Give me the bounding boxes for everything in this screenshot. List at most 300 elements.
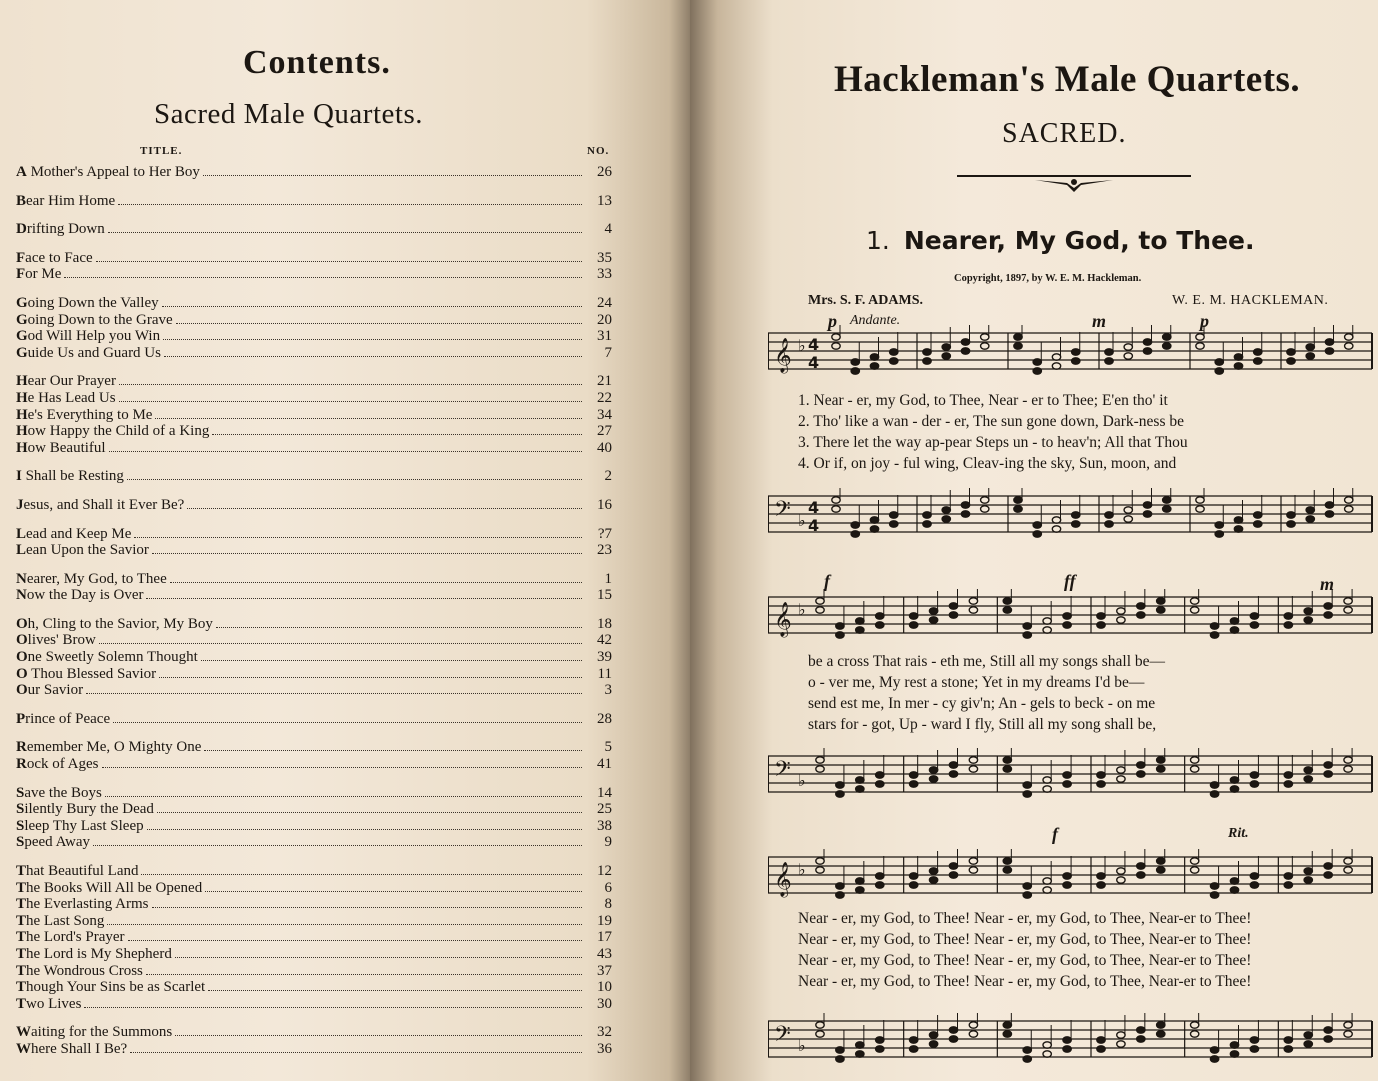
note-head xyxy=(1254,512,1262,518)
note-head xyxy=(1163,343,1171,349)
contents-entry xyxy=(16,739,612,756)
note-head xyxy=(1324,771,1332,777)
note-head xyxy=(1097,772,1105,778)
note-head xyxy=(942,344,950,350)
entry-number: 15 xyxy=(597,587,612,604)
note-head xyxy=(1344,858,1352,864)
dynamic-marking: p xyxy=(828,311,837,331)
dot-leader xyxy=(216,627,582,628)
note-head xyxy=(1210,623,1218,629)
note-head xyxy=(1105,349,1113,355)
note-head xyxy=(1210,632,1218,638)
note-head xyxy=(1254,521,1262,527)
note-head xyxy=(832,497,840,503)
note-head xyxy=(1097,882,1105,888)
entry-number: 19 xyxy=(597,912,612,929)
contents-group xyxy=(16,739,612,772)
entry-number: 8 xyxy=(604,896,612,913)
dot-leader xyxy=(159,677,582,678)
dot-leader xyxy=(208,990,582,991)
contents-entry xyxy=(16,328,612,345)
note-head xyxy=(961,339,969,345)
note-head xyxy=(1196,334,1204,340)
note-head xyxy=(1043,887,1051,893)
bass-staff-system-1 xyxy=(768,486,1378,556)
note-head xyxy=(856,887,864,893)
contents-group xyxy=(16,193,612,210)
note-head xyxy=(1117,617,1125,623)
note-head xyxy=(923,521,931,527)
dynamic-marking: m xyxy=(1320,574,1335,594)
verse-line: 4. Or if, on joy - ful wing, Cleav-ing the sky, Sun, moon, and xyxy=(798,455,1177,472)
verse-line: 1. Near - er, my God, to Thee, Near - er to Thee; E'en tho' it xyxy=(798,392,1168,409)
note-head xyxy=(1284,772,1292,778)
verse-line: send est me, In mer - cy giv'n; An - gels to beck - on me xyxy=(808,695,1156,712)
note-head xyxy=(870,526,878,532)
note-head xyxy=(969,1022,977,1028)
note-head xyxy=(1196,497,1204,503)
contents-entry xyxy=(16,1041,612,1058)
treble-clef-icon: 𝄞 xyxy=(774,862,792,897)
entry-number: 17 xyxy=(597,929,612,946)
entry-title: Now the Day is Over xyxy=(16,587,144,604)
note-head xyxy=(969,867,977,873)
note-head xyxy=(816,607,824,613)
contents-group xyxy=(16,785,612,851)
flat-sign-icon: ♭ xyxy=(798,511,806,530)
note-head xyxy=(1163,334,1171,340)
note-head xyxy=(1023,1056,1031,1062)
contents-entry xyxy=(16,996,612,1013)
note-head xyxy=(1063,1037,1071,1043)
treble-staff-system-3 xyxy=(768,847,1378,917)
entry-number: 9 xyxy=(604,834,612,851)
note-head xyxy=(856,878,864,884)
entry-title: Sleep Thy Last Sleep xyxy=(16,817,144,834)
note-head xyxy=(836,1056,844,1062)
note-head xyxy=(1063,781,1071,787)
note-head xyxy=(1117,868,1125,874)
note-head xyxy=(969,757,977,763)
note-head xyxy=(1137,1036,1145,1042)
note-head xyxy=(1304,767,1312,773)
note-head xyxy=(949,863,957,869)
note-head xyxy=(1157,1031,1165,1037)
note-head xyxy=(969,607,977,613)
contents-entry xyxy=(16,963,612,980)
contents-entry xyxy=(16,542,612,559)
entry-number: 25 xyxy=(597,801,612,818)
bass-clef-icon: 𝄢 xyxy=(774,757,791,787)
note-head xyxy=(890,521,898,527)
dot-leader xyxy=(204,750,582,751)
note-head xyxy=(1254,358,1262,364)
note-head xyxy=(1157,598,1165,604)
entry-number: 21 xyxy=(597,373,612,390)
contents-entry xyxy=(16,834,612,851)
note-head xyxy=(1304,1032,1312,1038)
note-head xyxy=(909,613,917,619)
note-head xyxy=(1014,506,1022,512)
note-head xyxy=(1033,522,1041,528)
note-head xyxy=(1284,613,1292,619)
contents-entry xyxy=(16,312,612,329)
note-head xyxy=(1324,612,1332,618)
note-head xyxy=(1324,863,1332,869)
note-head xyxy=(1033,531,1041,537)
entry-number: 13 xyxy=(597,192,612,209)
dot-leader xyxy=(146,974,582,975)
entry-number: 23 xyxy=(597,542,612,559)
entry-title: A Mother's Appeal to Her Boy xyxy=(16,164,200,180)
note-head xyxy=(1014,334,1022,340)
note-head xyxy=(1230,627,1238,633)
note-head xyxy=(1190,607,1198,613)
time-signature: 4 xyxy=(808,498,820,517)
contents-entry xyxy=(16,221,612,238)
contents-entry xyxy=(16,711,612,728)
contents-entry xyxy=(16,193,612,210)
dot-leader xyxy=(175,1035,582,1036)
note-head xyxy=(1137,762,1145,768)
entry-title: Remember Me, O Mighty One xyxy=(16,739,202,756)
note-head xyxy=(969,858,977,864)
entry-number: 1 xyxy=(604,570,612,587)
note-head xyxy=(1324,762,1332,768)
note-head xyxy=(1097,613,1105,619)
dot-leader xyxy=(107,924,582,925)
note-head xyxy=(856,627,864,633)
entry-number: 26 xyxy=(597,164,612,180)
note-head xyxy=(1345,497,1353,503)
bass-staff-system-3 xyxy=(768,1011,1378,1081)
note-head xyxy=(1157,858,1165,864)
note-head xyxy=(1003,1022,1011,1028)
note-head xyxy=(1014,343,1022,349)
note-head xyxy=(890,358,898,364)
dot-leader xyxy=(205,891,582,892)
entry-number: 4 xyxy=(604,221,612,238)
note-head xyxy=(836,791,844,797)
entry-title: Lead and Keep Me xyxy=(16,525,132,542)
contents-entry xyxy=(16,818,612,835)
contents-entry xyxy=(16,423,612,440)
note-head xyxy=(1052,354,1060,360)
entry-title: Rock of Ages xyxy=(16,756,99,773)
note-head xyxy=(876,873,884,879)
note-head xyxy=(832,343,840,349)
title-column-header: TITLE. xyxy=(140,145,183,157)
note-head xyxy=(870,517,878,523)
note-head xyxy=(1003,867,1011,873)
note-head xyxy=(1306,344,1314,350)
note-head xyxy=(816,598,824,604)
note-head xyxy=(1324,1036,1332,1042)
contents-entry xyxy=(16,345,612,362)
note-head xyxy=(981,506,989,512)
dot-leader xyxy=(147,829,582,830)
note-head xyxy=(856,777,864,783)
entry-number: 16 xyxy=(597,496,612,513)
contents-group xyxy=(16,526,612,559)
note-head xyxy=(1345,343,1353,349)
note-head xyxy=(1196,343,1204,349)
song-title: Nearer, My God, to Thee. xyxy=(903,226,1255,255)
dot-leader xyxy=(212,434,582,435)
contents-group xyxy=(16,497,612,514)
dot-leader xyxy=(105,796,582,797)
verse-line: Near - er, my God, to Thee! Near - er, my God, to Thee, Near-er to Thee! xyxy=(798,910,1252,927)
entry-title: Oh, Cling to the Savior, My Boy xyxy=(16,615,213,632)
entry-title: He's Everything to Me xyxy=(16,406,153,423)
contents-entry xyxy=(16,250,612,267)
note-head xyxy=(1003,858,1011,864)
note-head xyxy=(1097,1037,1105,1043)
note-head xyxy=(836,892,844,898)
note-head xyxy=(1230,1051,1238,1057)
note-head xyxy=(929,868,937,874)
lyricist-credit: Mrs. S. F. ADAMS. xyxy=(808,293,923,308)
note-head xyxy=(949,1027,957,1033)
entry-number: 33 xyxy=(597,266,612,283)
contents-group xyxy=(16,373,612,456)
note-head xyxy=(1345,506,1353,512)
entry-number: 38 xyxy=(597,817,612,834)
note-head xyxy=(1234,517,1242,523)
note-head xyxy=(851,359,859,365)
note-head xyxy=(1287,349,1295,355)
contents-group xyxy=(16,863,612,1012)
contents-entry xyxy=(16,801,612,818)
dot-leader xyxy=(99,643,582,644)
entry-number: 41 xyxy=(597,756,612,773)
dot-leader xyxy=(108,232,582,233)
dot-leader xyxy=(152,907,583,908)
note-head xyxy=(856,1042,864,1048)
note-head xyxy=(1137,1027,1145,1033)
dot-leader xyxy=(127,479,582,480)
entry-title: Bear Him Home xyxy=(16,192,116,209)
entry-number: 43 xyxy=(597,945,612,962)
dynamic-marking: m xyxy=(1092,311,1107,331)
note-head xyxy=(816,757,824,763)
note-head xyxy=(1063,622,1071,628)
note-head xyxy=(909,1037,917,1043)
dynamic-marking: f xyxy=(1052,824,1058,844)
note-head xyxy=(1190,757,1198,763)
note-head xyxy=(876,1046,884,1052)
note-head xyxy=(1003,598,1011,604)
contents-group xyxy=(16,616,612,699)
entry-number: 14 xyxy=(597,784,612,801)
note-head xyxy=(942,516,950,522)
entry-title: Where Shall I Be? xyxy=(16,1040,128,1057)
dot-leader xyxy=(102,767,583,768)
note-head xyxy=(909,873,917,879)
note-head xyxy=(981,343,989,349)
entry-title: How Happy the Child of a King xyxy=(16,423,210,440)
contents-group xyxy=(16,711,612,728)
note-head xyxy=(1124,353,1132,359)
note-head xyxy=(929,608,937,614)
bass-staff-system-2 xyxy=(768,746,1378,816)
note-head xyxy=(1105,358,1113,364)
note-head xyxy=(851,531,859,537)
entry-number: 24 xyxy=(597,294,612,311)
contents-entry xyxy=(16,1024,612,1041)
dot-leader xyxy=(175,957,582,958)
note-head xyxy=(961,348,969,354)
contents-entry xyxy=(16,440,612,457)
note-head xyxy=(851,368,859,374)
entry-title: O Thou Blessed Savior xyxy=(16,665,157,682)
verse-line: 3. There let the way ap-pear Steps un - to heav'n; All that Thou xyxy=(798,434,1188,451)
note-head xyxy=(1215,531,1223,537)
note-head xyxy=(1304,617,1312,623)
contents-group xyxy=(16,164,612,181)
contents-entry xyxy=(16,632,612,649)
note-head xyxy=(1117,877,1125,883)
note-head xyxy=(1344,1022,1352,1028)
contents-entry xyxy=(16,913,612,930)
note-head xyxy=(1250,622,1258,628)
composer-credit: W. E. M. HACKLEMAN. xyxy=(1172,293,1329,308)
note-head xyxy=(1043,777,1051,783)
note-head xyxy=(1306,507,1314,513)
note-head xyxy=(1325,348,1333,354)
contents-group xyxy=(16,221,612,238)
flat-sign-icon: ♭ xyxy=(798,771,806,790)
note-head xyxy=(1117,1041,1125,1047)
contents-group xyxy=(16,1024,612,1057)
note-head xyxy=(1250,873,1258,879)
contents-entry xyxy=(16,863,612,880)
entry-title: Lean Upon the Savior xyxy=(16,542,149,559)
note-head xyxy=(1304,877,1312,883)
contents-entry xyxy=(16,929,612,946)
entry-number: 20 xyxy=(597,311,612,328)
bass-clef-icon: 𝄢 xyxy=(774,1022,791,1052)
contents-entry xyxy=(16,390,612,407)
dot-leader xyxy=(109,451,582,452)
note-head xyxy=(1072,512,1080,518)
note-head xyxy=(890,349,898,355)
note-head xyxy=(1143,339,1151,345)
note-head xyxy=(836,1047,844,1053)
entry-title: How Beautiful xyxy=(16,439,106,456)
entry-title: Though Your Sins be as Scarlet xyxy=(16,979,206,996)
note-head xyxy=(1284,1046,1292,1052)
dot-leader xyxy=(64,277,582,278)
note-head xyxy=(1117,776,1125,782)
note-head xyxy=(1023,892,1031,898)
note-head xyxy=(1344,607,1352,613)
dot-leader xyxy=(113,722,582,723)
entry-number: 37 xyxy=(597,962,612,979)
time-signature: 4 xyxy=(808,353,820,372)
contents-group xyxy=(16,571,612,604)
system-2-lyrics xyxy=(808,651,1165,735)
entry-number: 39 xyxy=(597,649,612,666)
entry-title: Guide Us and Guard Us xyxy=(16,344,161,361)
note-head xyxy=(1254,349,1262,355)
note-head xyxy=(836,883,844,889)
entry-number: 27 xyxy=(597,423,612,440)
note-head xyxy=(1344,1031,1352,1037)
dot-leader xyxy=(163,339,582,340)
note-head xyxy=(1097,873,1105,879)
note-head xyxy=(1190,858,1198,864)
book-title: Hackleman's Male Quartets. xyxy=(834,59,1301,100)
note-head xyxy=(1043,618,1051,624)
contents-subtitle: Sacred Male Quartets. xyxy=(154,98,423,130)
note-head xyxy=(1063,613,1071,619)
dot-leader xyxy=(157,812,582,813)
verse-line: Near - er, my God, to Thee! Near - er, my God, to Thee, Near-er to Thee! xyxy=(798,931,1252,948)
note-head xyxy=(942,353,950,359)
contents-entry xyxy=(16,616,612,633)
entry-number: 31 xyxy=(597,328,612,345)
note-head xyxy=(1215,359,1223,365)
note-head xyxy=(816,858,824,864)
time-signature: 4 xyxy=(808,516,820,535)
contents-entry xyxy=(16,682,612,699)
note-head xyxy=(923,512,931,518)
contents-entry xyxy=(16,666,612,683)
note-head xyxy=(1023,632,1031,638)
note-head xyxy=(981,497,989,503)
note-head xyxy=(1210,1047,1218,1053)
verse-line: Near - er, my God, to Thee! Near - er, my God, to Thee, Near-er to Thee! xyxy=(798,952,1252,969)
note-head xyxy=(1250,1037,1258,1043)
note-head xyxy=(1284,873,1292,879)
contents-entry xyxy=(16,571,612,588)
note-head xyxy=(1234,526,1242,532)
treble-staff-system-1 xyxy=(768,323,1378,393)
note-head xyxy=(836,632,844,638)
entry-title: God Will Help you Win xyxy=(16,328,161,345)
flat-sign-icon: ♭ xyxy=(798,600,806,619)
contents-group xyxy=(16,250,612,283)
note-head xyxy=(1124,507,1132,513)
note-head xyxy=(1196,506,1204,512)
note-head xyxy=(1250,1046,1258,1052)
contents-entry xyxy=(16,649,612,666)
note-head xyxy=(851,522,859,528)
note-head xyxy=(929,1041,937,1047)
note-head xyxy=(1306,516,1314,522)
entry-title: The Lord is My Shepherd xyxy=(16,945,172,962)
entry-title: Speed Away xyxy=(16,834,91,851)
flat-sign-icon: ♭ xyxy=(798,336,806,355)
note-head xyxy=(909,772,917,778)
note-head xyxy=(1157,607,1165,613)
dot-leader xyxy=(119,384,582,385)
note-head xyxy=(1023,791,1031,797)
note-head xyxy=(1124,344,1132,350)
dot-leader xyxy=(146,598,582,599)
note-head xyxy=(1063,772,1071,778)
entry-number: 5 xyxy=(604,739,612,756)
treble-clef-icon: 𝄞 xyxy=(774,602,792,637)
note-head xyxy=(856,786,864,792)
entry-number: 11 xyxy=(597,665,612,682)
entry-number: 18 xyxy=(597,615,612,632)
note-head xyxy=(949,1036,957,1042)
note-head xyxy=(876,613,884,619)
note-head xyxy=(1163,497,1171,503)
note-head xyxy=(1344,766,1352,772)
